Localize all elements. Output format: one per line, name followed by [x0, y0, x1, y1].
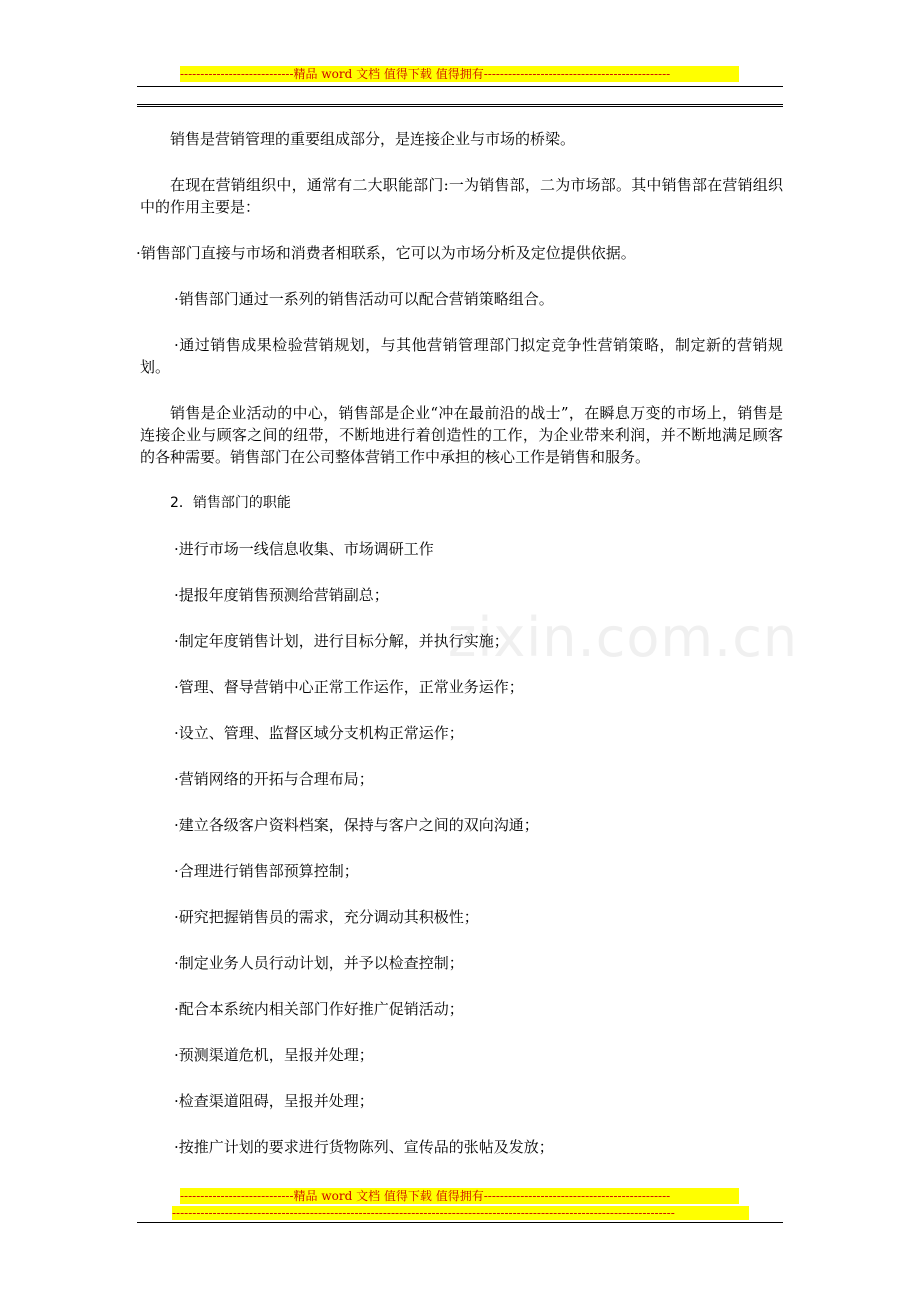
function-bullet: ·设立、管理、监督区域分支机构正常运作；: [174, 724, 464, 742]
spacer: [140, 514, 783, 538]
function-bullet: ·管理、督导营销中心正常工作运作，正常业务运作；: [174, 678, 524, 696]
spacer: [140, 882, 783, 906]
spacer: [140, 928, 783, 952]
section-heading: 2．销售部门的职能: [170, 495, 291, 511]
header-rule: [137, 86, 783, 87]
spacer: [140, 560, 783, 584]
function-bullet: ·检查渠道阻碍，呈报并处理；: [174, 1092, 374, 1110]
function-bullet: ·配合本系统内相关部门作好推广促销活动；: [174, 1000, 464, 1018]
footer-banner: ----------------------------精品 word 文档 值得下载 值得拥有----------------------------------------------: [180, 1188, 739, 1204]
sales-center-paragraph: 销售是企业活动的中心，销售部是企业“冲在最前沿的战士”，在瞬息万变的市场上，销售是连接企业与顾客之间的纽带，不断地进行着创造性的工作，为企业带来利润，并不断地满足顾客的各种需要。销售部门在公司整体营销工作中承担的核心工作是销售和服务。: [140, 404, 783, 466]
spacer: [140, 1112, 783, 1136]
role-bullet: ·销售部门直接与市场和消费者相联系，它可以为市场分析及定位提供依据。: [136, 244, 636, 262]
spacer: [140, 744, 783, 768]
function-bullet: ·营销网络的开拓与合理布局；: [174, 770, 374, 788]
role-bullet: ·销售部门通过一系列的销售活动可以配合营销策略组合。: [174, 290, 554, 308]
spacer: [140, 310, 783, 334]
spacer: [140, 468, 783, 492]
spacer: [140, 790, 783, 814]
watermark: zixin.com.cn: [448, 606, 799, 669]
spacer: [140, 836, 783, 860]
function-bullet: ·提报年度销售预测给营销副总；: [174, 586, 389, 604]
spacer: [140, 974, 783, 998]
spacer: [140, 150, 783, 174]
document-body: [136, 124, 783, 1158]
intro-paragraph: 销售是营销管理的重要组成部分，是连接企业与市场的桥梁。: [170, 130, 576, 148]
header-double-rule: [137, 104, 783, 109]
header-banner: ----------------------------精品 word 文档 值得下载 值得拥有----------------------------------------------: [180, 66, 739, 82]
spacer: [140, 378, 783, 402]
organization-paragraph: 在现在营销组织中，通常有二大职能部门:一为销售部，二为市场部。其中销售部在营销组织中的作用主要是：: [140, 176, 783, 216]
function-bullet: ·建立各级客户资料档案，保持与客户之间的双向沟通；: [174, 816, 539, 834]
role-bullet: ·通过销售成果检验营销规划，与其他营销管理部门拟定竞争性营销策略，制定新的营销规划。: [140, 336, 783, 376]
function-bullet: ·合理进行销售部预算控制；: [174, 862, 359, 880]
spacer: [140, 652, 783, 676]
spacer: [140, 1020, 783, 1044]
spacer: [140, 264, 783, 288]
function-bullet: ·进行市场一线信息收集、市场调研工作: [174, 540, 434, 558]
function-bullet: ·研究把握销售员的需求，充分调动其积极性；: [174, 908, 479, 926]
function-bullet: ·按推广计划的要求进行货物陈列、宣传品的张帖及发放；: [174, 1138, 554, 1156]
spacer: [140, 606, 783, 630]
spacer: [140, 218, 783, 242]
function-bullet: ·预测渠道危机，呈报并处理；: [174, 1046, 374, 1064]
spacer: [140, 1066, 783, 1090]
footer-dash-line: ----------------------------------------------------------------------------------------------------------------------------: [172, 1206, 749, 1220]
function-bullet: ·制定业务人员行动计划，并予以检查控制；: [174, 954, 464, 972]
footer-rule: [137, 1222, 783, 1223]
spacer: [140, 698, 783, 722]
function-bullet: ·制定年度销售计划，进行目标分解，并执行实施；: [174, 632, 509, 650]
